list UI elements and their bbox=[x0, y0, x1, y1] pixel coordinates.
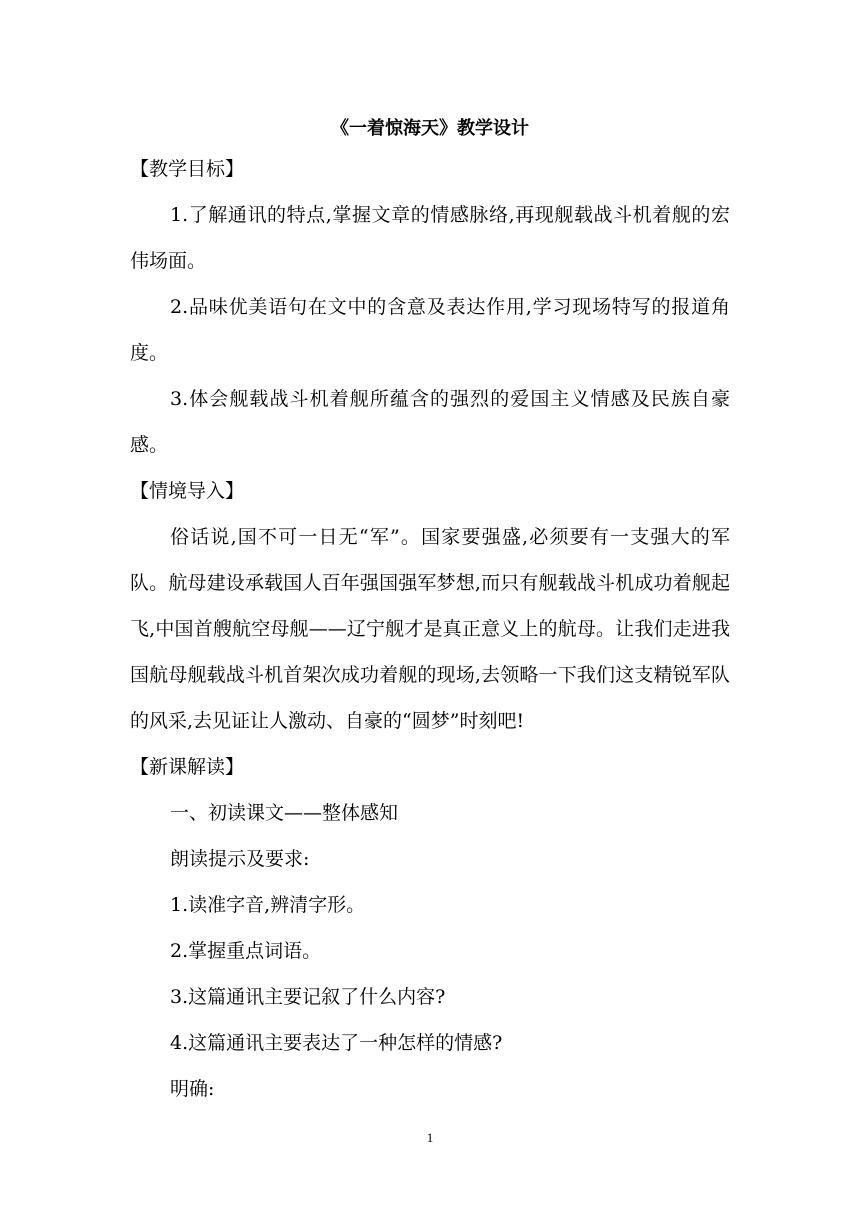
section-heading-lesson: 【新课解读】 bbox=[130, 756, 245, 778]
document-title: 《一着惊海天》教学设计 bbox=[331, 118, 529, 139]
section-heading-objectives: 【教学目标】 bbox=[130, 158, 245, 180]
objective-item: 1.了解通讯的特点,掌握文章的情感脉络,再现舰载战斗机着舰的宏伟场面。 bbox=[130, 204, 730, 272]
page-number: 1 bbox=[426, 1130, 434, 1145]
objective-item: 2.品味优美语句在文中的含意及表达作用,学习现场特写的报道角度。 bbox=[130, 296, 730, 364]
lesson-line: 3.这篇通讯主要记叙了什么内容? bbox=[170, 986, 446, 1008]
lesson-line: 一、初读课文——整体感知 bbox=[170, 802, 399, 824]
intro-paragraph: 俗话说,国不可一日无“军”。国家要强盛,必须要有一支强大的军队。航母建设承载国人百年强国强军梦想,而只有舰载战斗机成功着舰起飞,中国首艘航空母舰——辽宁舰才是真正意义上的航母。让我们走进我国航母舰载战斗机首架次成功着舰的现场,去领略一下我们这支精锐军队的风采,去见证让人激动、自豪的“圆梦”时刻吧! bbox=[130, 526, 730, 732]
lesson-line: 4.这篇通讯主要表达了一种怎样的情感? bbox=[170, 1032, 503, 1054]
document-page bbox=[130, 112, 730, 1112]
lesson-line: 2.掌握重点词语。 bbox=[170, 940, 322, 962]
lesson-line: 明确: bbox=[170, 1078, 215, 1100]
section-heading-intro: 【情境导入】 bbox=[130, 480, 245, 502]
lesson-line: 1.读准字音,辨清字形。 bbox=[170, 894, 366, 916]
lesson-line: 朗读提示及要求: bbox=[170, 848, 310, 870]
objective-item: 3.体会舰载战斗机着舰所蕴含的强烈的爱国主义情感及民族自豪感。 bbox=[130, 388, 730, 456]
